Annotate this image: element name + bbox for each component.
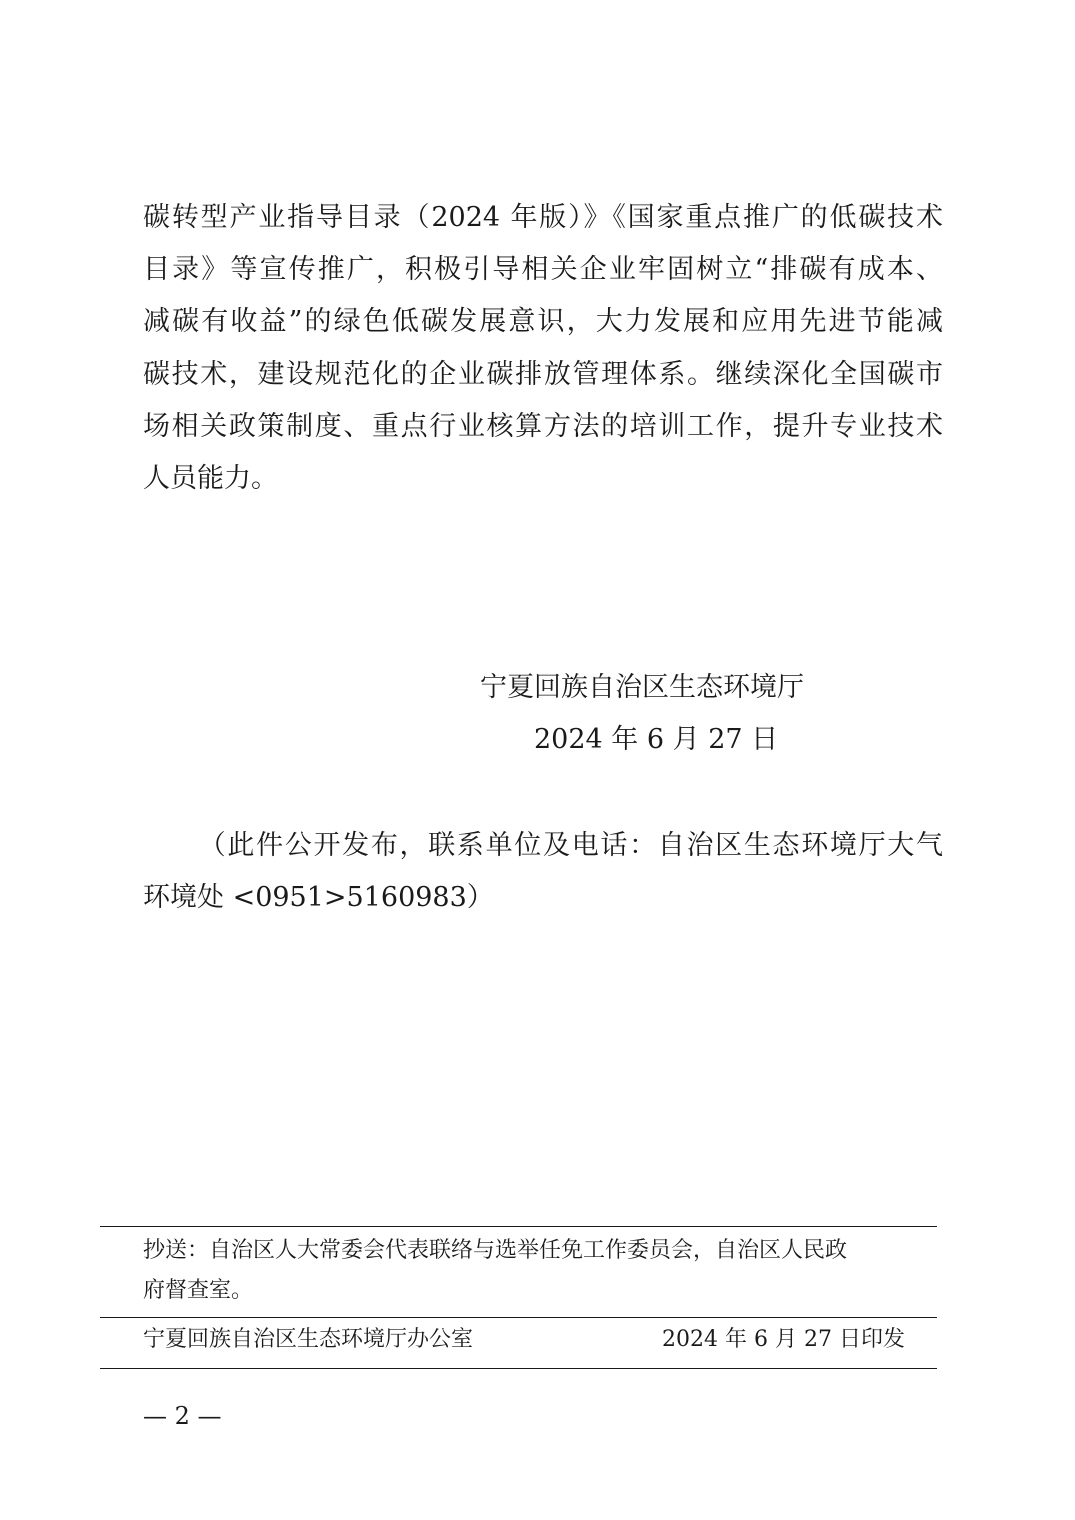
- page-number: — 2 —: [143, 1402, 222, 1430]
- issuing-office: 宁夏回族自治区生态环境厅办公室: [143, 1327, 474, 1352]
- footer-middle-rule: [100, 1317, 937, 1318]
- body-line: 碳转型产业指导目录（2024 年版）》《国家重点推广的低碳技术: [143, 202, 943, 233]
- release-note-text: （此件公开发布，联系单位及电话：自治区生态环境厅大气: [197, 830, 943, 861]
- body-line: 目录》等宣传推广，积极引导相关企业牢固树立“排碳有成本、: [143, 254, 943, 285]
- footer-top-rule: [100, 1226, 937, 1227]
- cc-line: 府督查室。: [143, 1278, 254, 1303]
- release-note-line: [143, 820, 943, 872]
- issue-date: 2024 年 6 月 27 日: [534, 724, 779, 755]
- footer-bottom-rule: [100, 1368, 937, 1369]
- print-date: 2024 年 6 月 27 日印发: [662, 1327, 905, 1352]
- cc-line: 抄送：自治区人大常委会代表联络与选举任免工作委员会，自治区人民政: [143, 1238, 848, 1263]
- body-line: 场相关政策制度、重点行业核算方法的培训工作，提升专业技术: [143, 411, 943, 442]
- issuer-name: 宁夏回族自治区生态环境厅: [480, 672, 804, 703]
- release-note-line: 环境处 <0951>5160983）: [143, 882, 494, 913]
- body-line: 减碳有收益”的绿色低碳发展意识，大力发展和应用先进节能减: [143, 306, 943, 337]
- body-line: 人员能力。: [143, 463, 278, 494]
- body-line: 碳技术，建设规范化的企业碳排放管理体系。继续深化全国碳市: [143, 359, 943, 390]
